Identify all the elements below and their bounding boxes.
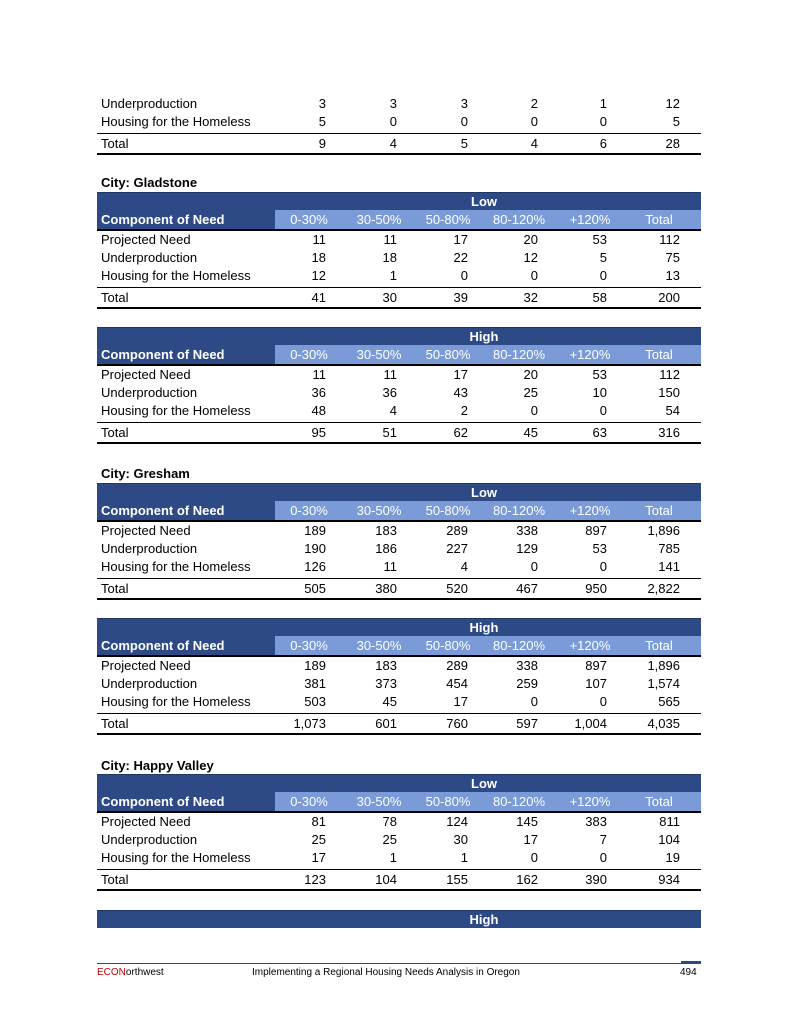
table-row (97, 267, 701, 285)
table-row (97, 813, 701, 831)
row-label: Housing for the Homeless (101, 268, 251, 283)
footer-brand (97, 967, 164, 978)
column-header: 50-80% (425, 638, 471, 653)
cell-value: 289 (446, 523, 468, 538)
scenario-band: High (97, 910, 701, 928)
cell-value: 381 (304, 676, 326, 691)
cell-value: 30 (382, 290, 397, 305)
cell-value: 54 (665, 403, 680, 418)
column-header: +120% (569, 212, 611, 227)
cell-value: 0 (460, 114, 468, 129)
cell-value: 51 (382, 425, 397, 440)
total-row (97, 422, 701, 444)
cell-value: 41 (311, 290, 326, 305)
cell-value: 0 (530, 114, 538, 129)
row-label: Housing for the Homeless (101, 114, 251, 129)
cell-value: 5 (672, 114, 680, 129)
cell-value: 81 (311, 814, 326, 829)
cell-value: 25 (382, 832, 397, 847)
needs-table (97, 618, 701, 735)
cell-value: 503 (304, 694, 326, 709)
cell-value: 190 (304, 541, 326, 556)
cell-value: 1 (599, 96, 607, 111)
column-header: 50-80% (425, 212, 471, 227)
cell-value: 3 (389, 96, 397, 111)
header-component: Component of Need (97, 792, 275, 811)
header-component: Component of Need (97, 501, 275, 520)
cell-value: 1,896 (647, 658, 680, 673)
cell-value: 30 (453, 832, 468, 847)
cell-value: 11 (383, 367, 397, 382)
cell-value: 565 (658, 694, 680, 709)
column-header: 30-50% (356, 347, 402, 362)
cell-value: 0 (599, 403, 607, 418)
column-header: Total (645, 347, 673, 362)
cell-value: 1,574 (647, 676, 680, 691)
row-label: Housing for the Homeless (101, 559, 251, 574)
cell-value: 338 (516, 658, 538, 673)
cell-value: 4 (460, 559, 468, 574)
cell-value: 1,896 (647, 523, 680, 538)
total-row (97, 869, 701, 891)
cell-value: 17 (523, 832, 538, 847)
column-header: +120% (569, 638, 611, 653)
cell-value: 75 (665, 250, 680, 265)
column-header: 50-80% (425, 503, 471, 518)
cell-value: 0 (599, 559, 607, 574)
cell-value: 390 (585, 872, 607, 887)
cell-value: 380 (375, 581, 397, 596)
table-row (97, 384, 701, 402)
column-header: 80-120% (492, 794, 546, 809)
scenario-band: Low (97, 774, 701, 792)
cell-value: 5 (599, 250, 607, 265)
cell-value: 383 (585, 814, 607, 829)
cell-value: 53 (592, 541, 607, 556)
cell-value: 3 (460, 96, 468, 111)
cell-value: 4 (530, 136, 538, 151)
total-row (97, 287, 701, 309)
cell-value: 17 (453, 232, 468, 247)
cell-value: 150 (658, 385, 680, 400)
table-row (97, 849, 701, 867)
column-header: 30-50% (356, 638, 402, 653)
cell-value: 0 (599, 114, 607, 129)
cell-value: 45 (523, 425, 538, 440)
cell-value: 28 (665, 136, 680, 151)
needs-table (97, 774, 701, 891)
cell-value: 760 (446, 716, 468, 731)
cell-value: 123 (304, 872, 326, 887)
cell-value: 373 (375, 676, 397, 691)
header-component: Component of Need (97, 210, 275, 229)
cell-value: 104 (375, 872, 397, 887)
city-title: City: Gresham (101, 466, 190, 481)
table-row (97, 693, 701, 711)
cell-value: 13 (665, 268, 680, 283)
city-title: City: Gladstone (101, 175, 198, 190)
cell-value: 597 (516, 716, 538, 731)
total-row (97, 713, 701, 735)
cell-value: 505 (304, 581, 326, 596)
cell-value: 1 (460, 850, 468, 865)
cell-value: 11 (383, 232, 397, 247)
scenario-band: Low (97, 483, 701, 501)
cell-value: 22 (453, 250, 468, 265)
cell-value: 141 (658, 559, 680, 574)
column-header: 80-120% (492, 347, 546, 362)
column-header: 50-80% (425, 794, 471, 809)
column-header: 80-120% (492, 638, 546, 653)
cell-value: 1,073 (293, 716, 326, 731)
row-label: Projected Need (101, 367, 191, 382)
footer-brand-prefix: ECON (97, 967, 126, 978)
cell-value: 12 (523, 250, 538, 265)
table-header (97, 345, 701, 366)
cell-value: 4 (389, 403, 397, 418)
row-label: Underproduction (101, 541, 198, 556)
cell-value: 0 (530, 694, 538, 709)
table-header (97, 501, 701, 522)
cell-value: 189 (304, 658, 326, 673)
cell-value: 934 (658, 872, 680, 887)
cell-value: 0 (530, 268, 538, 283)
partial-table (97, 95, 701, 155)
total-row (97, 578, 701, 600)
cell-value: 897 (585, 658, 607, 673)
cell-value: 183 (375, 658, 397, 673)
cell-value: 1 (389, 850, 397, 865)
cell-value: 36 (382, 385, 397, 400)
column-header: 0-30% (290, 503, 328, 518)
row-label: Underproduction (101, 676, 198, 691)
cell-value: 58 (592, 290, 607, 305)
cell-value: 7 (599, 832, 607, 847)
scenario-band: High (97, 327, 701, 345)
cell-value: 124 (446, 814, 468, 829)
row-label: Housing for the Homeless (101, 694, 251, 709)
cell-value: 17 (311, 850, 326, 865)
cell-value: 811 (659, 814, 680, 829)
cell-value: 467 (516, 581, 538, 596)
table-row (97, 522, 701, 540)
cell-value: 43 (453, 385, 468, 400)
row-label: Projected Need (101, 814, 191, 829)
row-label: Total (101, 581, 129, 596)
cell-value: 5 (460, 136, 468, 151)
header-component: Component of Need (97, 345, 275, 364)
cell-value: 10 (592, 385, 607, 400)
cell-value: 183 (375, 523, 397, 538)
cell-value: 5 (318, 114, 326, 129)
table-header (97, 636, 701, 657)
column-header: +120% (569, 503, 611, 518)
cell-value: 107 (585, 676, 607, 691)
column-header: +120% (569, 347, 611, 362)
cell-value: 126 (304, 559, 326, 574)
total-row (97, 133, 701, 155)
cell-value: 0 (530, 403, 538, 418)
column-header: Total (645, 794, 673, 809)
cell-value: 6 (599, 136, 607, 151)
cell-value: 19 (665, 850, 680, 865)
row-label: Underproduction (101, 96, 198, 111)
needs-table (97, 910, 701, 928)
cell-value: 11 (312, 367, 326, 382)
cell-value: 259 (516, 676, 538, 691)
cell-value: 0 (599, 694, 607, 709)
column-header: 30-50% (356, 212, 402, 227)
cell-value: 12 (311, 268, 326, 283)
cell-value: 9 (318, 136, 326, 151)
cell-value: 62 (453, 425, 468, 440)
column-header: 0-30% (290, 794, 328, 809)
cell-value: 0 (599, 268, 607, 283)
needs-table (97, 327, 701, 444)
table-header (97, 792, 701, 813)
cell-value: 17 (453, 367, 468, 382)
column-header: Total (645, 212, 673, 227)
cell-value: 0 (530, 559, 538, 574)
table-row (97, 249, 701, 267)
column-header: 80-120% (492, 503, 546, 518)
column-header: +120% (569, 794, 611, 809)
column-header: Total (645, 638, 673, 653)
cell-value: 104 (658, 832, 680, 847)
cell-value: 316 (658, 425, 680, 440)
row-label: Total (101, 716, 129, 731)
row-label: Projected Need (101, 658, 191, 673)
cell-value: 53 (592, 232, 607, 247)
cell-value: 78 (382, 814, 397, 829)
cell-value: 785 (658, 541, 680, 556)
table-row (97, 558, 701, 576)
cell-value: 338 (516, 523, 538, 538)
cell-value: 129 (516, 541, 538, 556)
cell-value: 36 (311, 385, 326, 400)
needs-table (97, 483, 701, 600)
cell-value: 520 (446, 581, 468, 596)
column-header: 50-80% (425, 347, 471, 362)
cell-value: 897 (585, 523, 607, 538)
cell-value: 53 (592, 367, 607, 382)
row-label: Total (101, 136, 129, 151)
column-header: 0-30% (290, 212, 328, 227)
footer-title: Implementing a Regional Housing Needs Analysis in Oregon (252, 967, 520, 978)
cell-value: 0 (530, 850, 538, 865)
row-label: Projected Need (101, 523, 191, 538)
cell-value: 155 (446, 872, 468, 887)
row-label: Projected Need (101, 232, 191, 247)
row-label: Underproduction (101, 385, 198, 400)
cell-value: 2,822 (647, 581, 680, 596)
cell-value: 11 (383, 559, 397, 574)
column-header: 30-50% (356, 794, 402, 809)
cell-value: 200 (658, 290, 680, 305)
cell-value: 12 (665, 96, 680, 111)
table-row (97, 402, 701, 420)
table-row (97, 366, 701, 384)
footer-brand-suffix: orthwest (125, 967, 164, 978)
cell-value: 0 (599, 850, 607, 865)
cell-value: 601 (375, 716, 397, 731)
footer-divider (97, 963, 701, 964)
column-header: 0-30% (290, 638, 328, 653)
row-label: Underproduction (101, 832, 198, 847)
city-title: City: Happy Valley (101, 758, 214, 773)
cell-value: 18 (311, 250, 326, 265)
cell-value: 4,035 (647, 716, 680, 731)
row-label: Total (101, 290, 129, 305)
cell-value: 2 (460, 403, 468, 418)
scenario-band: Low (97, 192, 701, 210)
table-row (97, 231, 701, 249)
cell-value: 454 (446, 676, 468, 691)
cell-value: 189 (304, 523, 326, 538)
page-number: 494 (680, 967, 697, 978)
table-row (97, 831, 701, 849)
cell-value: 25 (311, 832, 326, 847)
table-row (97, 95, 701, 113)
cell-value: 2 (530, 96, 538, 111)
cell-value: 227 (446, 541, 468, 556)
row-label: Total (101, 872, 129, 887)
cell-value: 45 (382, 694, 397, 709)
cell-value: 162 (516, 872, 538, 887)
cell-value: 63 (592, 425, 607, 440)
cell-value: 1 (389, 268, 397, 283)
row-label: Housing for the Homeless (101, 403, 251, 418)
column-header: 0-30% (290, 347, 328, 362)
footer-accent-bar (681, 961, 701, 964)
cell-value: 32 (523, 290, 538, 305)
cell-value: 0 (460, 268, 468, 283)
cell-value: 39 (453, 290, 468, 305)
table-row (97, 540, 701, 558)
cell-value: 48 (311, 403, 326, 418)
cell-value: 186 (375, 541, 397, 556)
cell-value: 950 (585, 581, 607, 596)
cell-value: 289 (446, 658, 468, 673)
needs-table (97, 192, 701, 309)
cell-value: 20 (523, 367, 538, 382)
cell-value: 95 (311, 425, 326, 440)
table-row (97, 675, 701, 693)
cell-value: 0 (389, 114, 397, 129)
cell-value: 11 (312, 232, 326, 247)
column-header: Total (645, 503, 673, 518)
cell-value: 112 (659, 367, 680, 382)
column-header: 80-120% (492, 212, 546, 227)
cell-value: 25 (523, 385, 538, 400)
cell-value: 1,004 (574, 716, 607, 731)
cell-value: 145 (516, 814, 538, 829)
cell-value: 20 (523, 232, 538, 247)
column-header: 30-50% (356, 503, 402, 518)
cell-value: 18 (382, 250, 397, 265)
cell-value: 4 (389, 136, 397, 151)
cell-value: 112 (659, 232, 680, 247)
row-label: Housing for the Homeless (101, 850, 251, 865)
table-header (97, 210, 701, 231)
table-row (97, 657, 701, 675)
header-component: Component of Need (97, 636, 275, 655)
cell-value: 17 (453, 694, 468, 709)
table-row (97, 113, 701, 131)
row-label: Underproduction (101, 250, 198, 265)
scenario-band: High (97, 618, 701, 636)
cell-value: 3 (318, 96, 326, 111)
row-label: Total (101, 425, 129, 440)
